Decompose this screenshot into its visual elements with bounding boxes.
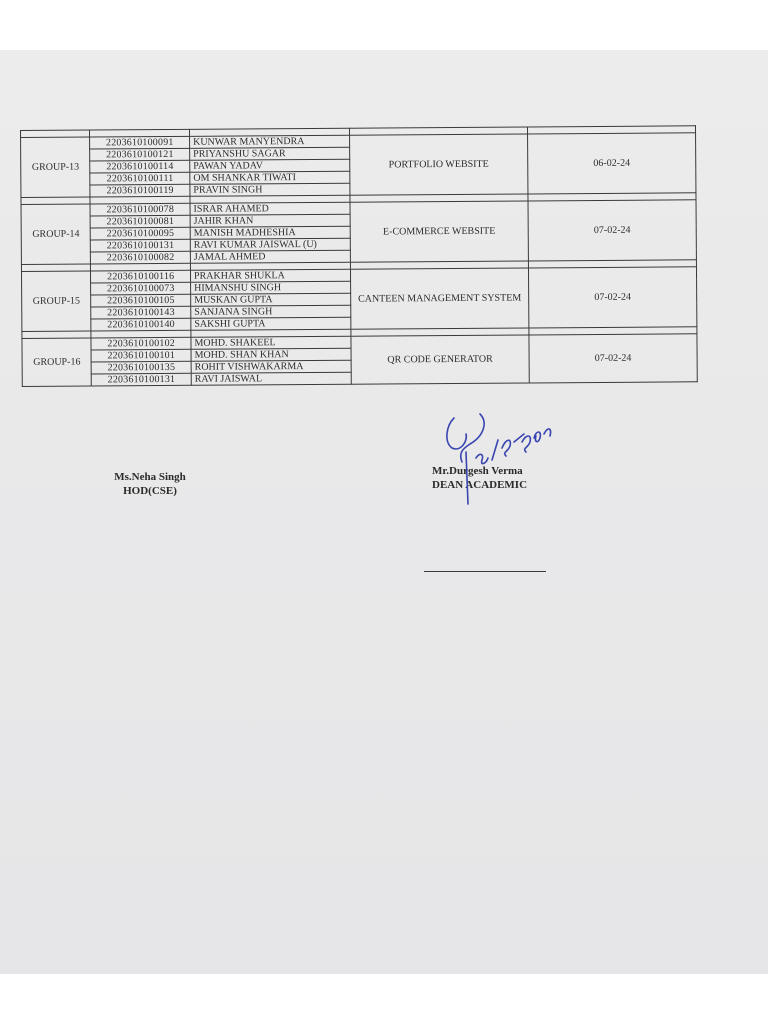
student-name: JAHIR KHAN [190,214,350,227]
roll-number: 2203610100102 [91,337,191,350]
hod-name: Ms.Neha Singh [114,471,186,483]
roll-number: 2203610100140 [91,318,191,331]
project-title: PORTFOLIO WEBSITE [349,134,527,195]
presentation-date: 07-02-24 [528,267,696,328]
roll-number: 2203610100131 [91,239,191,252]
student-name: JAMAL AHMED [190,250,350,263]
roll-number: 2203610100143 [91,306,191,319]
student-name: MOHD. SHAKEEL [191,336,351,349]
roll-number: 2203610100081 [91,215,191,228]
roll-number: 2203610100114 [90,160,190,173]
roll-number: 2203610100121 [90,148,190,161]
roll-number: 2203610100091 [90,136,190,149]
student-name: PRAVIN SINGH [190,183,350,196]
student-name: ROHIT VISHWAKARMA [191,360,351,373]
presentation-date: 07-02-24 [528,200,696,261]
roll-number: 2203610100078 [90,203,190,216]
roll-number: 2203610100105 [91,294,191,307]
roll-number: 2203610100111 [90,172,190,185]
student-name: MOHD. SHAN KHAN [191,348,351,361]
hod-title: HOD(CSE) [123,485,177,497]
student-name: RAVI KUMAR JAISWAL (U) [190,238,350,251]
student-name: PRIYANSHU SAGAR [190,147,350,160]
dean-name: Mr.Durgesh Verma [432,465,523,477]
group-label: GROUP-14 [21,204,91,264]
group-label: GROUP-15 [21,271,91,331]
handwritten-signature [440,412,560,512]
presentation-date: 07-02-24 [529,334,697,383]
student-name: MANISH MADHESHIA [190,226,350,239]
roll-number: 2203610100135 [92,361,192,374]
roll-number: 2203610100119 [90,184,190,197]
document-page [0,50,768,974]
student-name: ISRAR AHAMED [190,202,350,215]
group-label: GROUP-13 [21,137,91,197]
blank-signature-line [424,571,546,572]
student-name: PRAKHAR SHUKLA [190,269,350,282]
student-name: RAVI JAISWAL [191,372,351,385]
student-name: SAKSHI GUPTA [191,317,351,330]
project-title: QR CODE GENERATOR [351,335,529,384]
roll-number: 2203610100131 [92,373,192,386]
presentation-date: 06-02-24 [528,133,696,194]
student-name: SANJANA SINGH [191,305,351,318]
hod-signatory [100,470,200,498]
student-name: PAWAN YADAV [190,159,350,172]
roll-number: 2203610100116 [91,270,191,283]
group-label: GROUP-16 [22,338,92,386]
project-title: CANTEEN MANAGEMENT SYSTEM [350,268,528,329]
student-name: MUSKAN GUPTA [191,293,351,306]
roll-number: 2203610100073 [91,282,191,295]
project-title: E-COMMERCE WEBSITE [350,201,528,262]
student-name: KUNWAR MANYENDRA [190,135,350,148]
dean-title: DEAN ACADEMIC [432,479,528,491]
roll-number: 2203610100082 [91,251,191,264]
roll-number: 2203610100095 [91,227,191,240]
groups-table [20,125,698,387]
student-name: HIMANSHU SINGH [191,281,351,294]
roll-number: 2203610100101 [91,349,191,362]
student-name: OM SHANKAR TIWATI [190,171,350,184]
